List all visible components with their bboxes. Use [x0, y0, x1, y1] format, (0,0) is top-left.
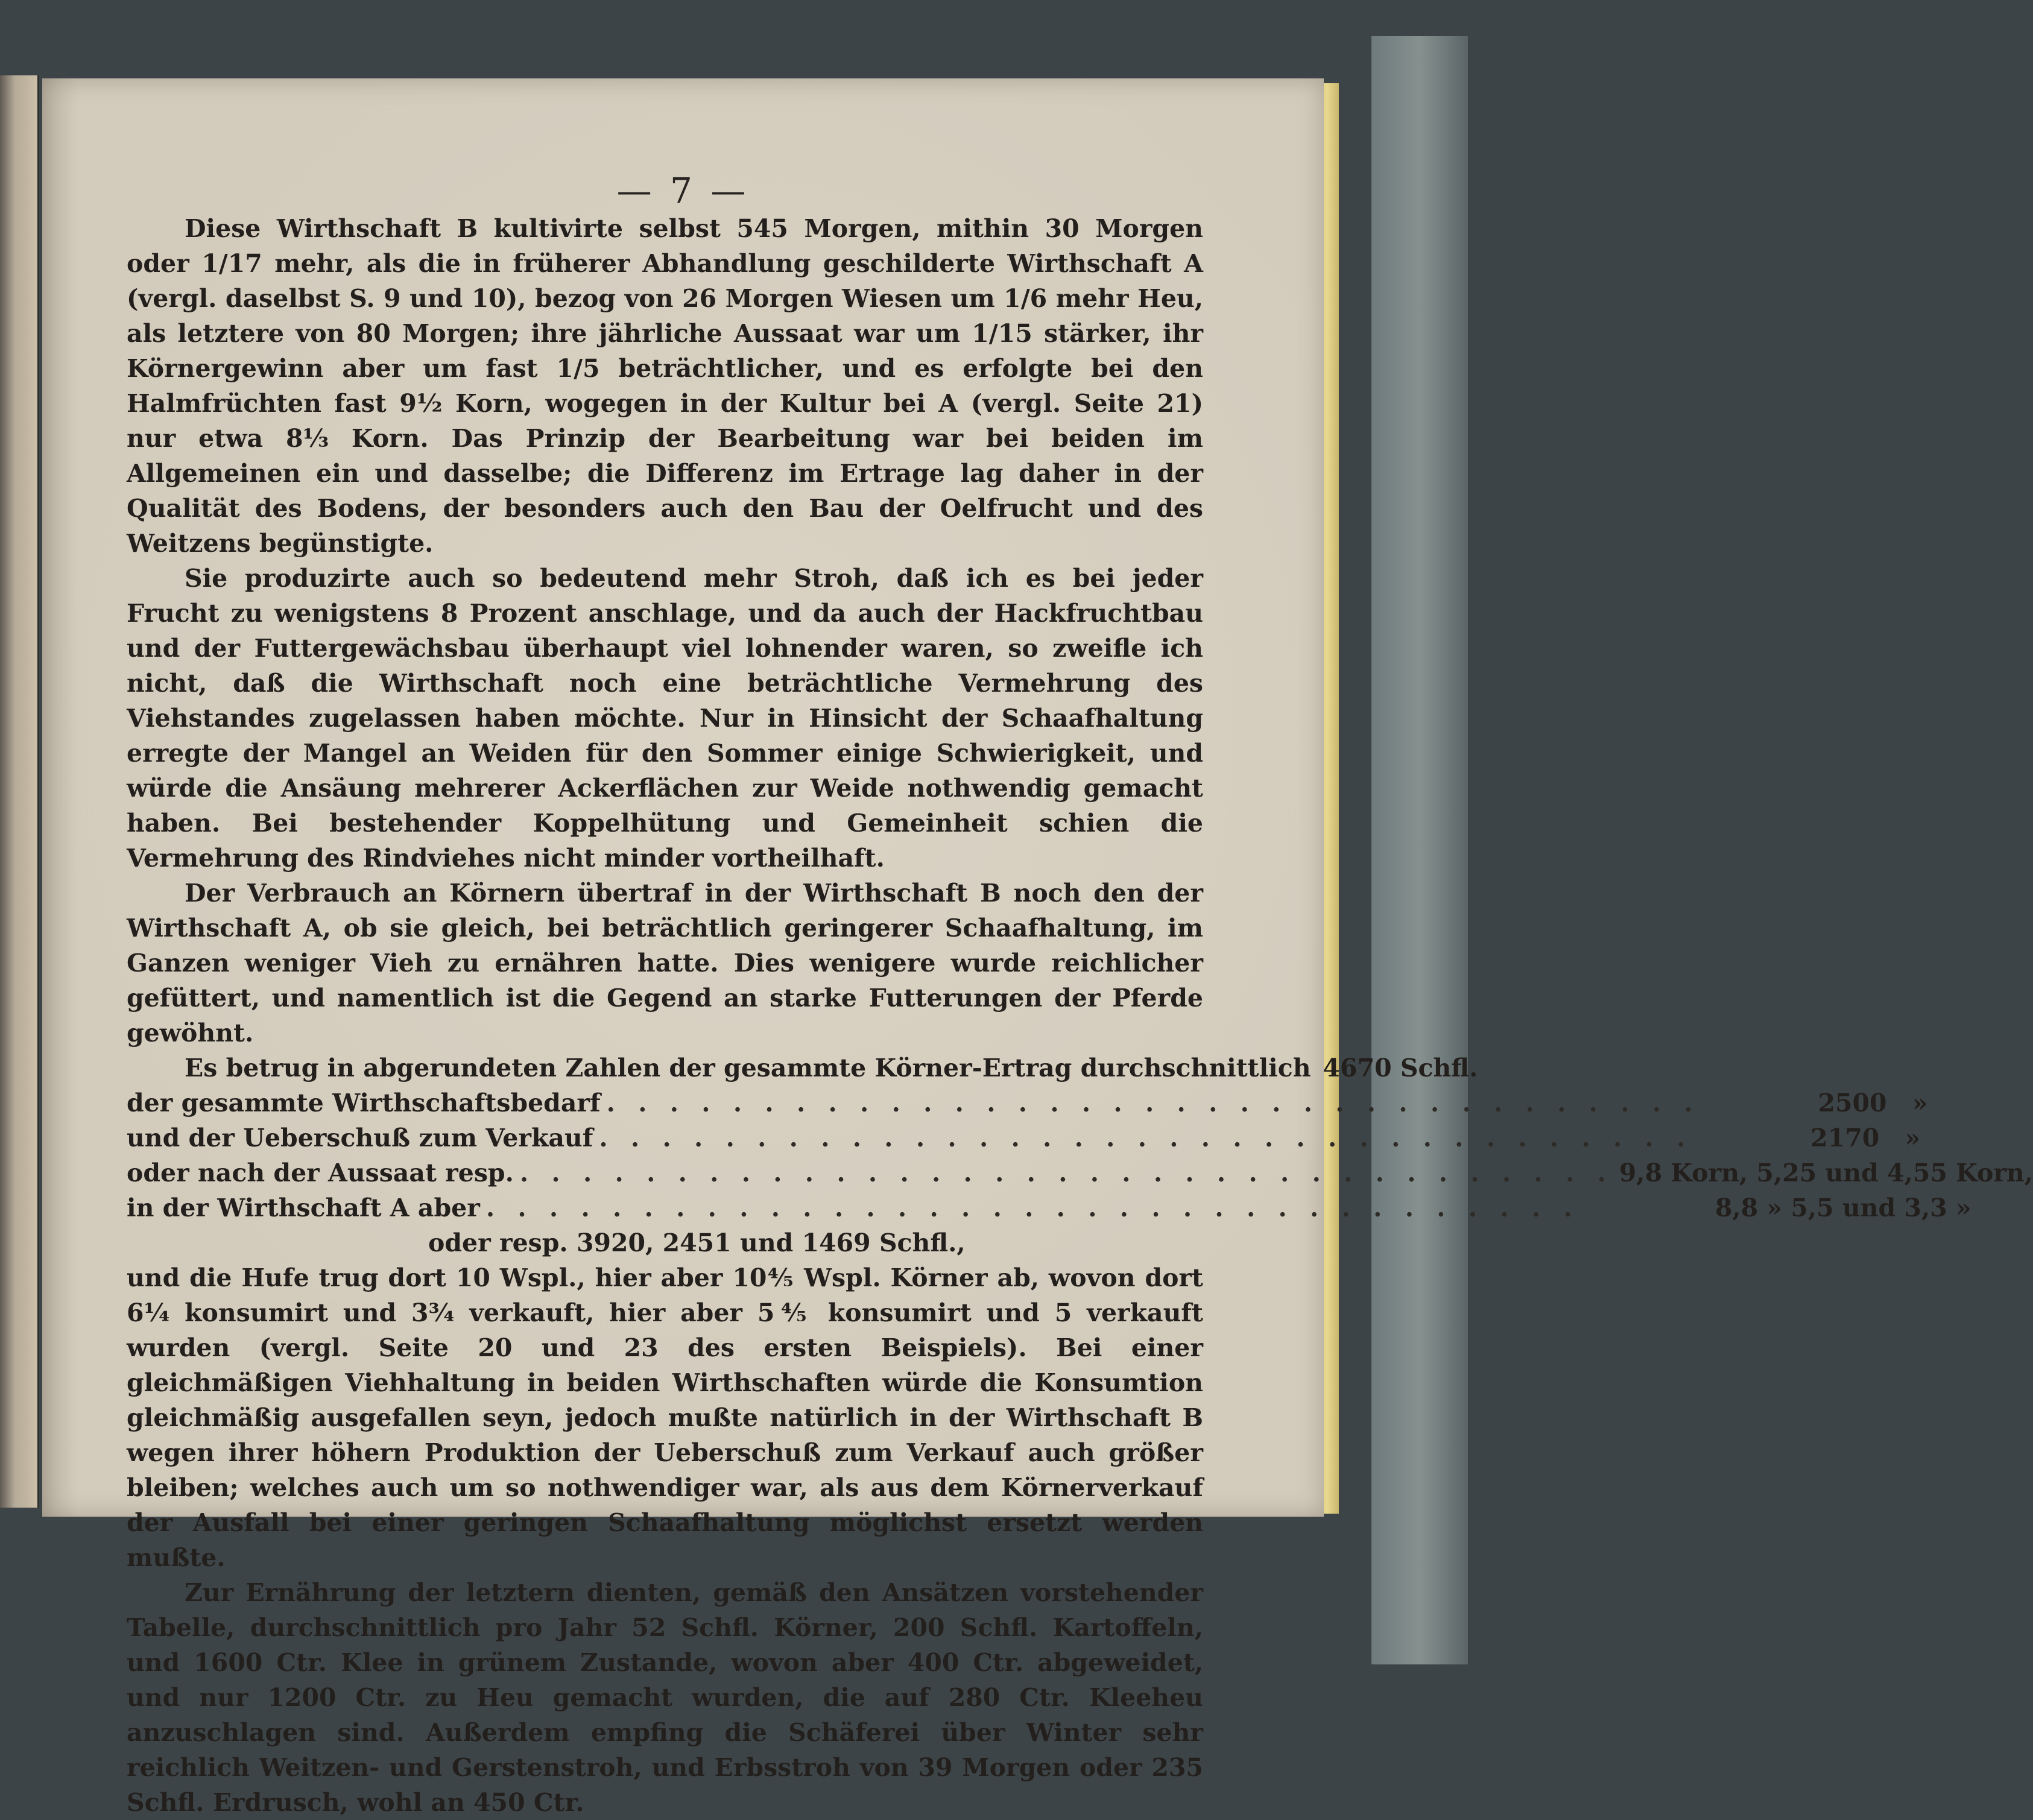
body-text [127, 211, 2033, 1820]
ledger-value: 8,8 » 5,5 und 3,3 » [1715, 1193, 1971, 1222]
ledger-row-respective [127, 1225, 1203, 1260]
ledger-label: oder resp. 3920, 2451 und 1469 Schfl., [428, 1228, 966, 1257]
ledger-value: 4670 Schfl. [1323, 1054, 1478, 1082]
ditto-mark: » [1912, 1089, 1928, 1117]
leader-dots: . . . . . . . . . . . . . . . . . . . . . . . . . . . . . . . . . . . [599, 1123, 1693, 1152]
book-cover [1371, 36, 1468, 1664]
ledger-label: Es betrug in abgerundeten Zahlen der gesammte Körner-Ertrag durchschnittlich [185, 1054, 1311, 1082]
paragraph-4: und die Hufe trug dort 10 Wspl., hier aber 10⅘ Wspl. Körner ab, wovon dort 6¼ konsumirt und 3¾ verkauft, hier aber 5⅘ konsumirt und 5 verkauft wurden (vergl. Seite 20 und 23 des ersten Beispiels). Bei einer gleichmäßigen Viehhaltung in beiden Wirthschaften würde die Konsumtion gleichmäßig ausgefallen seyn, jedoch mußte natürlich in der Wirthschaft B wegen ihrer höhern Produktion der Ueberschuß zum Verkauf auch größer bleiben; welches auch um so nothwendiger war, als aus dem Körnerverkauf der Ausfall bei einer geringen Schaafhaltung möglichst ersetzt werden mußte. [127, 1263, 1203, 1572]
leader-dots: . . . . . . . . . . . . . . . . . . . . . . . . . . . . . . . . . . . [606, 1089, 1700, 1117]
paragraph-2: Sie produzirte auch so bedeutend mehr Stroh, daß ich es bei jeder Frucht zu wenigstens 8 Prozent anschlage, und da auch der Hackfruchtbau und der Futtergewächsbau überhaupt viel lohnender waren, so zweifle ich nicht, daß die Wirthschaft noch eine beträchtliche Vermehrung des Viehstandes zugelassen haben möchte. Nur in Hinsicht der Schaafhaltung erregte der Mangel an Weiden für den Sommer einige Schwierigkeit, und würde die Ansäung mehrerer Ackerflächen zur Weide nothwendig gemacht haben. Bei bestehender Koppelhütung und Gemeinheit schien die Vermehrung des Rindviehes nicht minder vortheilhaft. [127, 564, 1203, 873]
ledger-value: 2500 [1818, 1089, 1887, 1117]
ledger-label: in der Wirthschaft A aber [127, 1193, 480, 1222]
ledger-value: 2170 [1810, 1123, 1880, 1152]
ledger-row-seed-ratio-a [127, 1190, 1971, 1225]
ledger-label: und der Ueberschuß zum Verkauf [127, 1123, 593, 1152]
ledger-label: der gesammte Wirthschaftsbedarf [127, 1089, 601, 1117]
ledger-row-total [127, 1051, 1478, 1085]
ledger-value: 9,8 Korn, 5,25 und 4,55 Korn, [1619, 1158, 2033, 1187]
grain-ledger [127, 1051, 2033, 1260]
paragraph-3: Der Verbrauch an Körnern übertraf in der Wirthschaft B noch den der Wirthschaft A, ob sie gleich, bei beträchtlich geringerer Schaafhaltung, im Ganzen weniger Vieh zu ernähren hatte. Dies wenigere wurde reichlicher gefüttert, und namentlich ist die Gegend an starke Futterungen der Pferde gewöhnt. [127, 879, 1203, 1047]
leader-dots: . . . . . . . . . . . . . . . . . . . . . . . . . . . . . . . . . . . [519, 1158, 1613, 1187]
page-number: — 7 — [616, 170, 750, 211]
left-page-edge [0, 75, 39, 1508]
ledger-row-demand [127, 1085, 1928, 1120]
ledger-row-surplus [127, 1120, 1921, 1155]
ditto-mark: » [1905, 1123, 1921, 1152]
ledger-row-seed-ratio-b [127, 1155, 2033, 1190]
book-page [42, 78, 2033, 1817]
paragraph-5: Zur Ernährung der letztern dienten, gemäß den Ansätzen vorstehender Tabelle, durchschnittlich pro Jahr 52 Schfl. Körner, 200 Schfl. Kartoffeln, und 1600 Ctr. Klee in grünem Zustande, wovon aber 400 Ctr. abgeweidet, und nur 1200 Ctr. zu Heu gemacht wurden, die auf 280 Ctr. Kleeheu anzuschlagen sind. Außerdem empfing die Schäferei über Winter sehr reichlich Weitzen- und Gerstenstroh, und Erbsstroh von 39 Morgen oder 235 Schfl. Erdrusch, wohl an 450 Ctr. [127, 1578, 1203, 1817]
paragraph-1: Diese Wirthschaft B kultivirte selbst 545 Morgen, mithin 30 Morgen oder 1/17 mehr, als die in früherer Abhandlung geschilderte Wirthschaft A (vergl. daselbst S. 9 und 10), bezog von 26 Morgen Wiesen um 1/6 mehr Heu, als letztere von 80 Morgen; ihre jährliche Aussaat war um 1/15 stärker, ihr Körnergewinn aber um fast 1/5 beträchtlicher, und es erfolgte bei den Halmfrüchten fast 9½ Korn, wogegen in der Kultur bei A (vergl. Seite 21) nur etwa 8⅓ Korn. Das Prinzip der Bearbeitung war bei beiden im Allgemeinen ein und dasselbe; die Differenz im Ertrage lag daher in der Qualität des Bodens, der besonders auch den Bau der Oelfrucht und des Weitzens begünstigte. [127, 214, 1203, 558]
leader-dots: . . . . . . . . . . . . . . . . . . . . . . . . . . . . . . . . . . . [485, 1193, 1579, 1222]
ledger-label: oder nach der Aussaat resp. [127, 1158, 514, 1187]
